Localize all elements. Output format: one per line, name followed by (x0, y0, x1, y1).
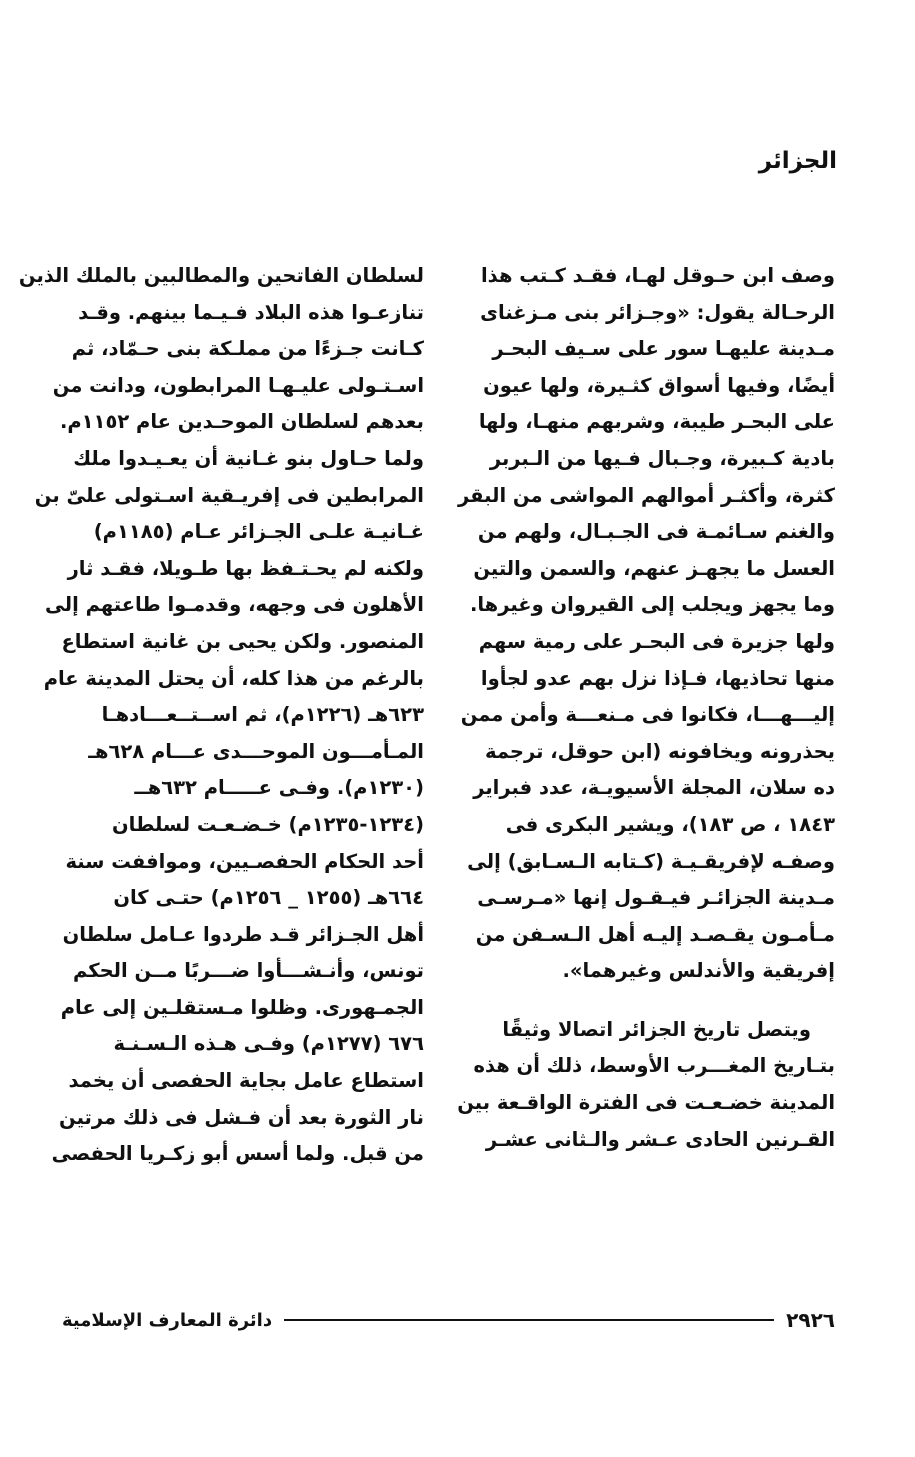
text-line: تنازعـوا هذه البلاد فـيـما بينهم. وقـد (78, 300, 424, 324)
paragraph-2 (457, 1012, 835, 1158)
text-line: مـدينة الجزائـر فيـقـول إنها «مـرسـى (477, 886, 835, 910)
left-text-column (18, 258, 424, 1173)
text-line: والغنم سـائمـة فى الجـبـال، ولهم من (477, 520, 835, 544)
text-line: إليـــهـــا، فكانوا فى مـنعـــة وأمن ممن (460, 703, 835, 727)
text-line: منها تحاذيها، فـإذا نزل بهم عدو لجأوا (480, 666, 835, 690)
text-line: المرابطين فى إفريـقية اسـتولى علىّ بن (34, 483, 424, 507)
text-line: إفريقية والأندلس وغيرهما». (562, 959, 835, 983)
text-line: المـأمـــون الموحـــدى عـــام ٦٢٨هـ (88, 739, 424, 763)
text-line: كثرة، وأكثـر أموالهم المواشى من البقر (458, 483, 835, 507)
running-header-title: الجزائر (758, 148, 837, 174)
text-line: ٦٧٦ (١٢٧٧م) وفـى هـذه الـسـنـة (113, 1032, 424, 1056)
footer-divider (284, 1319, 774, 1321)
text-line: أيضًا، وفيها أسواق كثـيرة، ولها عيون (483, 373, 835, 397)
paragraph-spacer (477, 990, 835, 1012)
text-line: غـانيـة علـى الجـزائر عـام (١١٨٥م) (93, 520, 424, 544)
page-footer (62, 1305, 835, 1335)
text-line: بالرغم من هذا كله، أن يحتل المدينة عام (43, 666, 424, 690)
text-line: ٦٢٣هـ (١٢٢٦م)، ثم اســتــعـــادهـا (101, 703, 424, 727)
text-line: بادية كـبيرة، وجـبال فـيها من الـبربر (489, 446, 835, 470)
text-line: بعدهم لسلطان الموحـدين عام ١١٥٢م. (59, 410, 424, 434)
text-line: وما يجهز ويجلب إلى القيروان وغيرها. (469, 593, 835, 617)
text-line: ولما حـاول بنو غـانية أن يعـيـدوا ملك (73, 446, 424, 470)
text-line: استطاع عامل بجاية الحفصى أن يخمد (68, 1069, 424, 1093)
text-line: أحد الحكام الحفصـيين، ومواففت سنة (65, 849, 424, 873)
text-line: الأهلون فى وجهه، وقدمـوا طاعتهم إلى (45, 593, 424, 617)
right-text-column (457, 258, 835, 1158)
text-line: ٦٦٤هـ (١٢٥٥ _ ١٢٥٦م) حتـى كان (113, 886, 424, 910)
text-line: لسلطان الفاتحين والمطالبين بالملك الذين (18, 264, 424, 287)
text-line: (١٢٣٠م). وفـى عـــــام ٦٣٢هــ (134, 776, 424, 800)
text-line: بتـاريخ المغـــرب الأوسط، ذلك أن هذه (473, 1054, 835, 1078)
text-line: نار الثورة بعد أن فـشل فى ذلك مرتين (59, 1105, 424, 1129)
page-number: ٢٩٢٦ (786, 1308, 835, 1332)
text-line: وصفـه لإفريقـيـة (كـتابه الـسـابق) إلى (467, 849, 835, 873)
text-line: المدينة خضـعـت فى الفترة الواقـعة بين (457, 1091, 835, 1115)
text-line: المنصور. ولكن يحيى بن غانية استطاع (61, 629, 424, 653)
text-line: كـانت جـزءًا من مملـكة بنى حـمّاد، ثم (71, 337, 424, 361)
text-line: الرحـالة يقول: «وجـزائر بنى مـزغناى (480, 300, 835, 324)
text-line: ولها جزيرة فى البحـر على رمية سهم (478, 629, 835, 653)
text-line: العسل ما يجهـز عنهم، والسمن والتين (473, 556, 835, 580)
text-line: ولكنه لم يحـتـفظ بها طـويلا، فقـد ثار (67, 556, 424, 580)
text-line: ده سلان، المجلة الأسيويـة، عدد فبراير (473, 776, 835, 800)
publication-title: دائرة المعارف الإسلامية (62, 1309, 273, 1331)
text-line: يحذرونه ويخافونه (ابن حوقل، ترجمة (485, 739, 835, 763)
text-line: مـأمـون يقـصـد إليـه أهل الـسـفن من (475, 922, 835, 946)
text-line: الجمـهورى. وظلوا مـستقلـين إلى عام (60, 995, 424, 1019)
text-line: مـدينة عليهـا سور على سـيف البحـر (492, 337, 835, 361)
text-line: القـرنين الحادى عـشر والـثانى عشـر (485, 1127, 835, 1151)
text-line: وصف ابن حـوقل لهـا، فقـد كـتب هذا (481, 264, 835, 287)
text-line: تونس، وأنـشـــأوا ضـــربًا مــن الحكم (72, 959, 424, 983)
text-line: على البحـر طيبة، وشربهم منهـا، ولها (478, 410, 835, 434)
text-line: أهل الجـزائر قـد طردوا عـامل سلطان (62, 922, 424, 946)
text-line: من قبل. ولما أسس أبو زكـريا الحفصى (51, 1142, 424, 1166)
text-line: ١٨٤٣ ، ص ١٨٣)، ويشير البكرى فى (505, 812, 835, 836)
text-line: (١٢٣٤-١٢٣٥م) خـضـعـت لسلطان (111, 812, 424, 836)
text-line: اسـتـولى عليـهـا المرابطون، ودانت من (52, 373, 424, 397)
paragraph-1 (458, 258, 835, 990)
text-line: ويتصل تاريخ الجزائر اتصالا وثيقًا (502, 1017, 811, 1041)
